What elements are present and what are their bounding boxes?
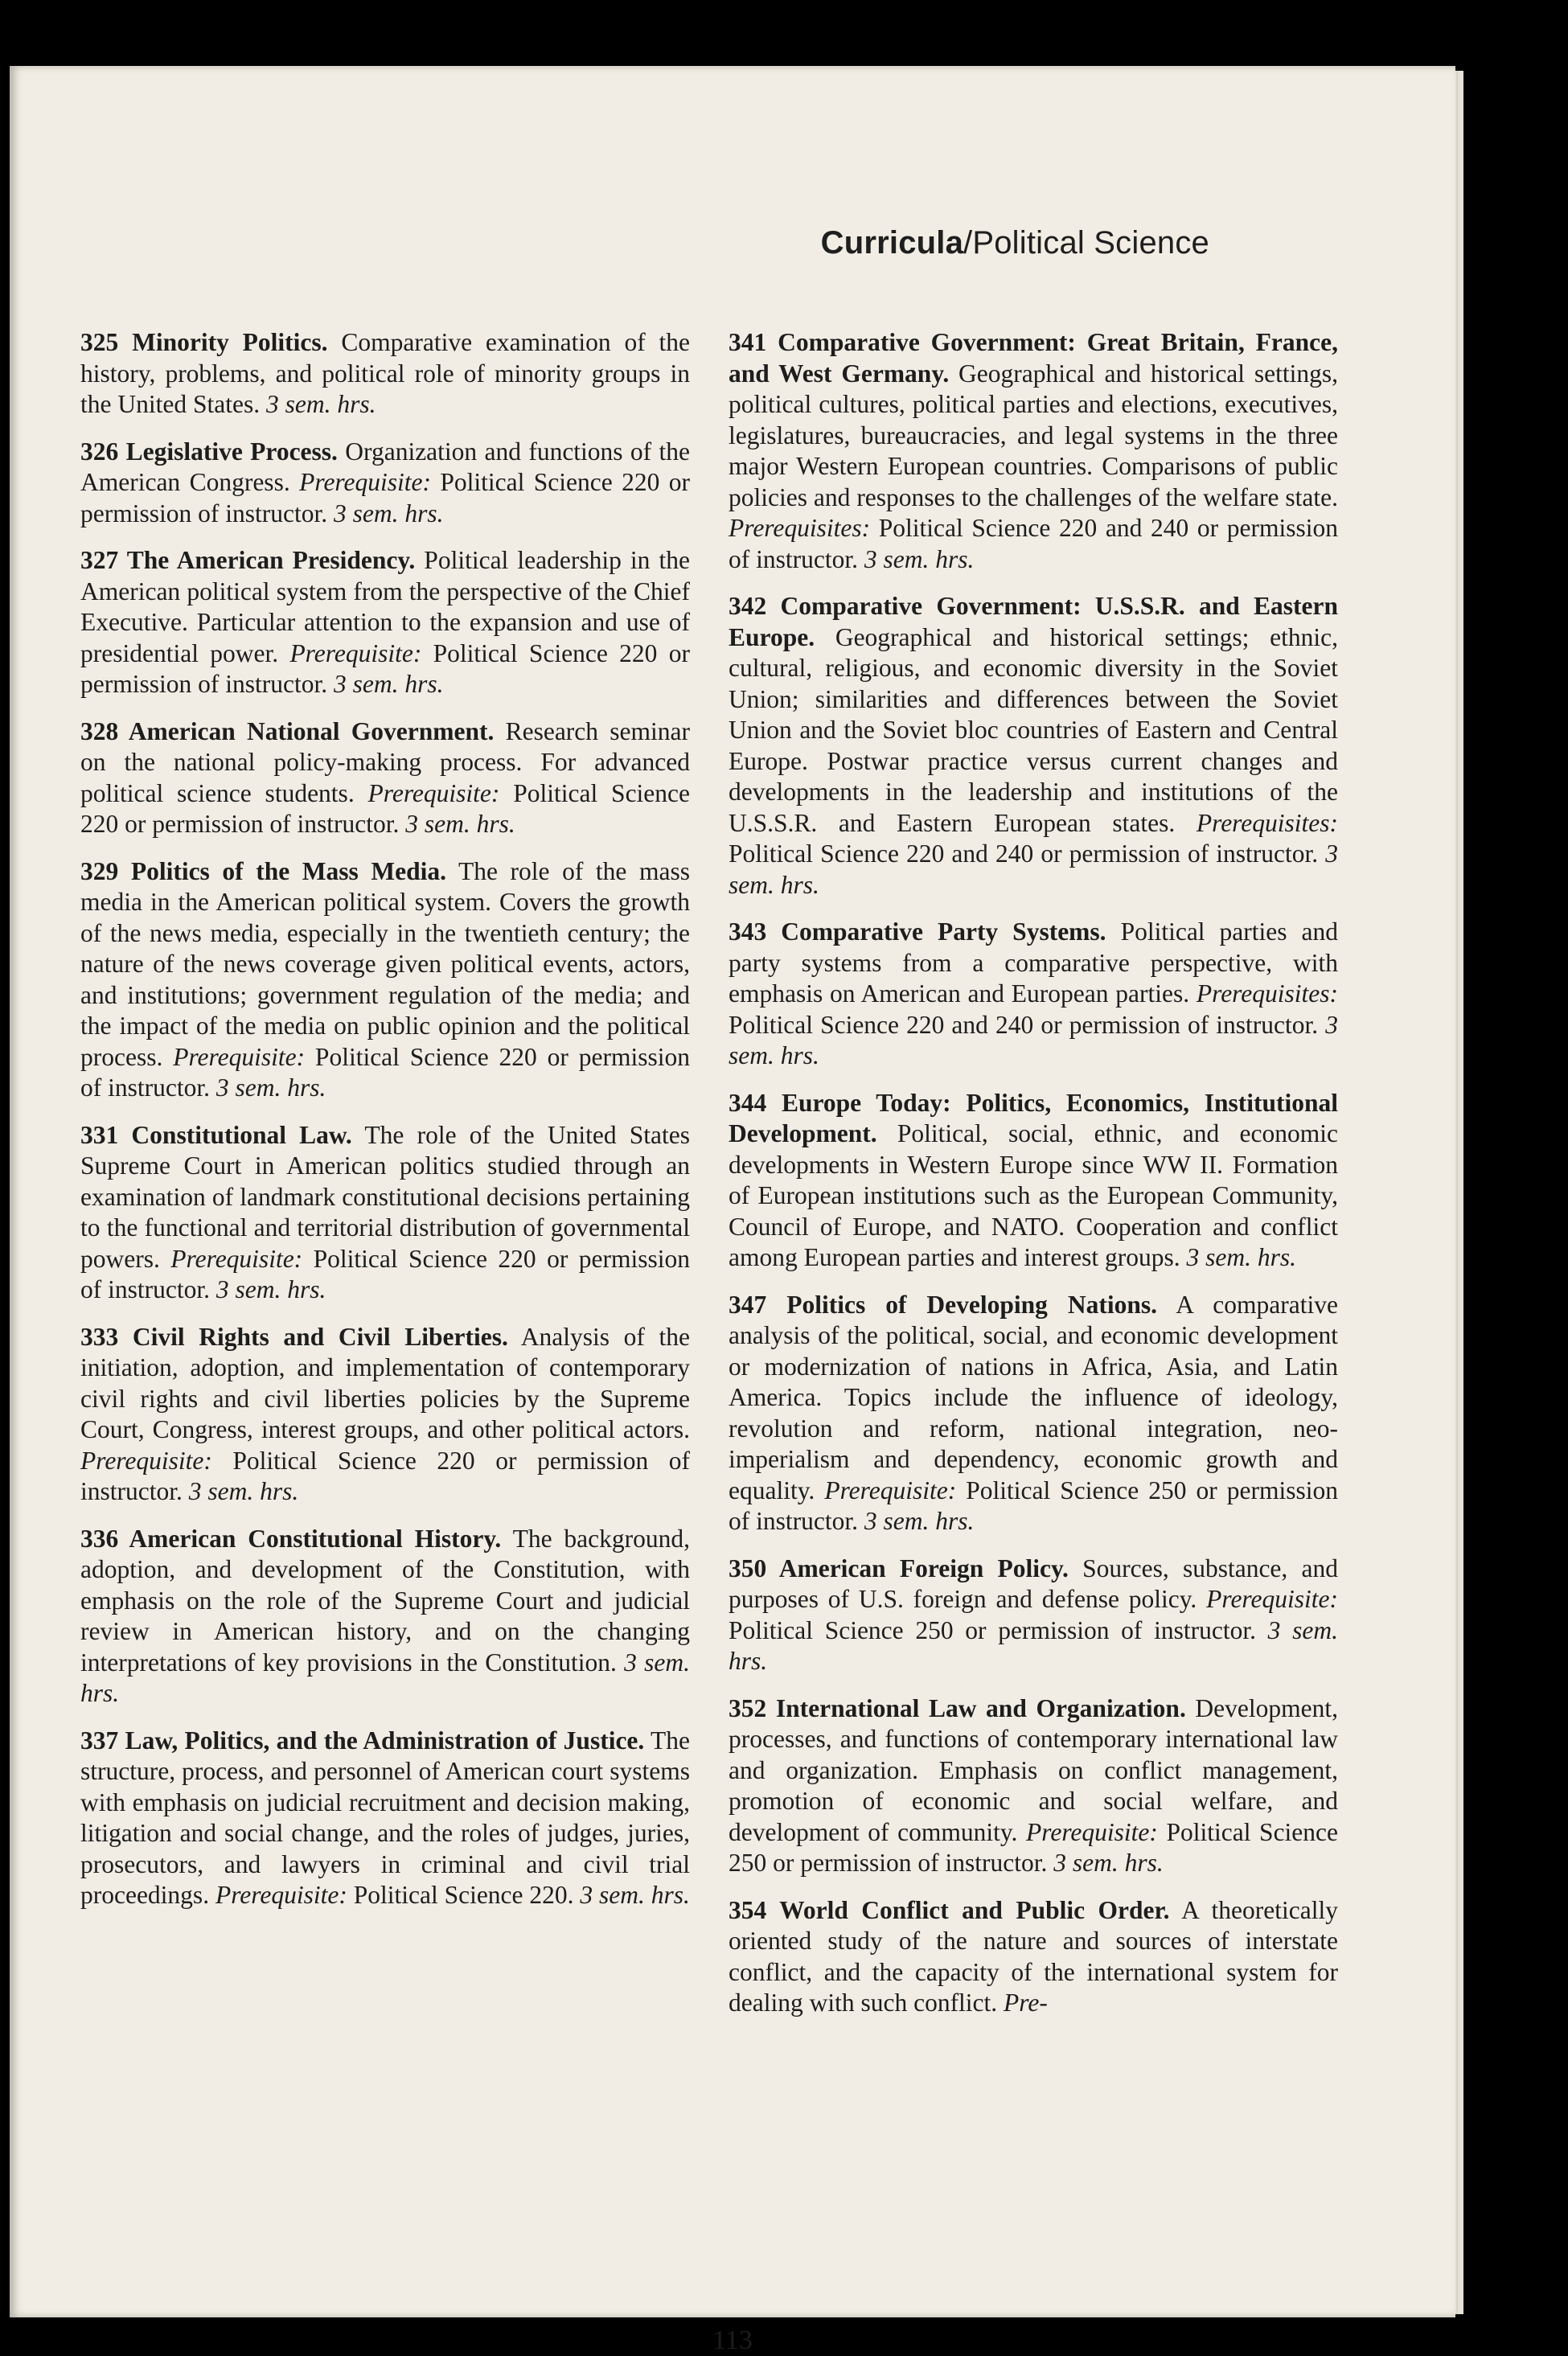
prerequisite-label: Prerequisite: <box>170 1244 303 1273</box>
prerequisite-label: Prerequisite: <box>289 638 422 667</box>
course-entry <box>729 1088 1338 1274</box>
prerequisite-label: Prerequisite: <box>80 1446 212 1475</box>
prerequisite-text: Political Science 220 or permission of instructor. <box>80 1244 691 1303</box>
prerequisite-text: Political Science 220 or permission of instructor. <box>80 1042 690 1102</box>
course-credits: 3 sem. hrs. <box>265 390 376 418</box>
prerequisite-label: Prerequisite: <box>367 778 500 807</box>
course-description: Analysis of the initiation, adoption, and implementation of contemporary civil rights and civil liberties policies by the Supreme Court, Congress, interest groups, and other political actors. <box>80 1322 690 1443</box>
prerequisite-text: Political Science 220 or permission of instructor. <box>80 778 690 838</box>
catalog-page <box>10 66 1455 2355</box>
course-title: 331 Constitutional Law. <box>80 1120 352 1149</box>
course-description: Political leadership in the American political system from the perspective of the Chief Executive. Particular attention to the expansion and use of presidential power. <box>80 546 691 667</box>
course-credits: 3 sem. hrs. <box>333 670 444 698</box>
course-title: 329 Politics of the Mass Media. <box>80 856 446 885</box>
course-entry <box>80 1726 690 1911</box>
course-entry <box>80 1322 690 1508</box>
course-credits: 3 sem. hrs. <box>580 1881 690 1909</box>
prerequisite-text: Political Science 220 or permission of instructor. <box>80 468 690 527</box>
course-title: 326 Legislative Process. <box>80 437 338 466</box>
prerequisite-text: Political Science 250 or permission of instructor. <box>729 1615 1268 1644</box>
course-description: The role of the United States Supreme Court in American politics studied through an examination of landmark constitutional decisions pertaining to the functional and territorial distribution of governmental powers. <box>80 1120 691 1273</box>
prerequisite-label: Prerequisite: <box>173 1042 306 1071</box>
course-credits: 3 sem. hrs. <box>1186 1243 1296 1271</box>
course-title: 333 Civil Rights and Civil Liberties. <box>80 1322 508 1351</box>
course-title: 325 Minority Politics. <box>80 328 328 356</box>
course-description: Political parties and party systems from a comparative perspective, with emphasis on American and European parties. <box>729 917 1339 1008</box>
prerequisite-label: Prerequisite: <box>299 468 431 496</box>
prerequisite-label: Prerequisites: <box>1196 979 1338 1008</box>
course-entry <box>729 1895 1338 2019</box>
prerequisite-label: Prerequisites: <box>729 514 871 542</box>
course-entry <box>729 1693 1338 1879</box>
course-title: 336 American Constitutional History. <box>80 1524 502 1553</box>
course-entry <box>729 591 1338 901</box>
course-entry <box>729 327 1338 575</box>
running-head-subject: /Political Science <box>963 225 1209 261</box>
course-title: 347 Politics of Developing Nations. <box>729 1290 1158 1319</box>
page-number: 113 <box>712 2325 753 2355</box>
course-description: The role of the mass media in the American political system. Covers the growth of the news media, especially in the twentieth century; the nature of the news coverage given political events, actors, and institutions; government regulation of the media; and the impact of the media on public opinion and the political process. <box>80 856 690 1071</box>
course-credits: 3 sem. hrs. <box>188 1477 299 1505</box>
course-description: The background, adoption, and development of the Constitution, with emphasis on the role of the Supreme Court and judicial review in American history, and on the changing interpretations of key provisions in the Constitution. <box>80 1524 691 1677</box>
course-credits: 3 sem. hrs. <box>215 1073 326 1102</box>
course-entry <box>80 856 690 1104</box>
course-entry <box>729 1554 1338 1677</box>
course-description: Geographical and historical settings, political cultures, political parties and elections, executives, legislatures, bureaucracies, and legal systems in the three major Western European countries. Comparisons of public policies and responses to the challenges of the welfare state. <box>729 359 1338 511</box>
course-description: A theoretically oriented study of the nature and sources of interstate conflict, and the capacity of the international system for dealing with such conflict. <box>729 1895 1338 2017</box>
course-description: Research seminar on the national policy-making process. For advanced political science students. <box>80 716 691 807</box>
prerequisite-text: Political Science 220 or permission of instructor. <box>80 638 690 698</box>
course-credits: 3 sem. hrs. <box>729 839 1338 899</box>
course-credits: 3 sem. hrs. <box>405 810 515 838</box>
course-title: 344 Europe Today: Politics, Economics, Institutional Development. <box>729 1088 1338 1147</box>
prerequisite-label: Prerequisite: <box>1206 1585 1338 1613</box>
prerequisite-label: Prerequisite: <box>1026 1817 1158 1846</box>
course-credits: 3 sem. hrs. <box>333 499 444 527</box>
course-entry <box>729 917 1338 1072</box>
course-description: The structure, process, and personnel of American court systems with emphasis on judicial recruitment and decision making, litigation and social change, and the roles of judges, juries, prosecutors, and lawyers in criminal and civil trial proceedings. <box>80 1726 691 1909</box>
course-description: Development, processes, and functions of contemporary international law and organization. Emphasis on conflict management, promotion of economic and social welfare, and development of community. <box>729 1693 1338 1846</box>
course-credits: 3 sem. hrs. <box>80 1648 690 1707</box>
prerequisite-text: Political Science 250 or permission of instructor. <box>729 1476 1339 1535</box>
prerequisite-label: Prerequisite: <box>824 1476 957 1504</box>
course-title: 354 World Conflict and Public Order. <box>729 1895 1170 1924</box>
course-credits: 3 sem. hrs. <box>729 1010 1338 1069</box>
course-title: 350 American Foreign Policy. <box>729 1554 1069 1582</box>
course-entry <box>80 716 690 840</box>
running-head <box>821 225 1209 261</box>
course-entry <box>80 327 690 421</box>
course-credits: 3 sem. hrs. <box>864 544 975 573</box>
course-entry <box>80 1524 690 1710</box>
course-entry <box>80 1120 690 1306</box>
prerequisite-label: Pre- <box>1004 1989 1048 2017</box>
prerequisite-text: Political Science 220. <box>347 1881 581 1909</box>
course-title: 337 Law, Politics, and the Administration of Justice. <box>80 1726 645 1755</box>
left-column <box>80 327 690 1927</box>
course-title: 327 The American Presidency. <box>80 546 416 574</box>
course-description: Political, social, ethnic, and economic developments in Western Europe since WW II. Formation of European institutions such as the European Community, Council of Europe, and NATO. Cooperation and conflict among European parties and interest groups. <box>729 1119 1338 1271</box>
prerequisite-text: Political Science 220 or permission of instructor. <box>80 1446 690 1505</box>
course-credits: 3 sem. hrs. <box>729 1615 1338 1675</box>
prerequisite-text: Political Science 220 and 240 or permission of instructor. <box>729 839 1326 868</box>
course-entry <box>80 545 690 700</box>
course-credits: 3 sem. hrs. <box>1053 1849 1164 1877</box>
course-entry <box>729 1290 1338 1537</box>
course-description: Geographical and historical settings; ethnic, cultural, religious, and economic diversity in the Soviet Union; similarities and differences between the Soviet Union and the Soviet bloc countries of Eastern and Central Europe. Postwar practice versus current changes and developments in the leadership and institutions of the U.S.S.R. and Eastern European states. <box>729 622 1338 837</box>
prerequisite-text: Political Science 220 and 240 or permission of instructor. <box>729 1010 1326 1039</box>
course-title: 328 American National Government. <box>80 716 495 745</box>
course-credits: 3 sem. hrs. <box>864 1507 975 1535</box>
running-head-section: Curricula <box>820 225 964 261</box>
course-title: 343 Comparative Party Systems. <box>729 917 1106 946</box>
prerequisite-text: Political Science 220 and 240 or permission of instructor. <box>729 514 1338 573</box>
prerequisite-label: Prerequisites: <box>1196 808 1338 837</box>
course-description: Sources, substance, and purposes of U.S. foreign and defense policy. <box>729 1554 1338 1613</box>
course-title: 342 Comparative Government: U.S.S.R. and Eastern Europe. <box>729 592 1338 651</box>
course-description: Comparative examination of the history, problems, and political role of minority groups in the United States. <box>80 328 691 418</box>
course-title: 352 International Law and Organization. <box>729 1693 1186 1722</box>
course-description: A comparative analysis of the political, social, and economic development or modernization of nations in Africa, Asia, and Latin America. Topics include the influence of ideology, revolution and reform, national integration, neo-imperialism and dependency, economic growth and equality. <box>729 1290 1338 1504</box>
prerequisite-label: Prerequisite: <box>215 1881 347 1909</box>
right-column <box>729 327 1338 2035</box>
course-credits: 3 sem. hrs. <box>215 1275 326 1303</box>
course-title: 341 Comparative Government: Great Britain, France, and West Germany. <box>729 328 1338 388</box>
prerequisite-text: Political Science 250 or permission of instructor. <box>729 1817 1338 1877</box>
course-entry <box>80 437 690 530</box>
course-description: Organization and functions of the American Congress. <box>80 437 690 496</box>
